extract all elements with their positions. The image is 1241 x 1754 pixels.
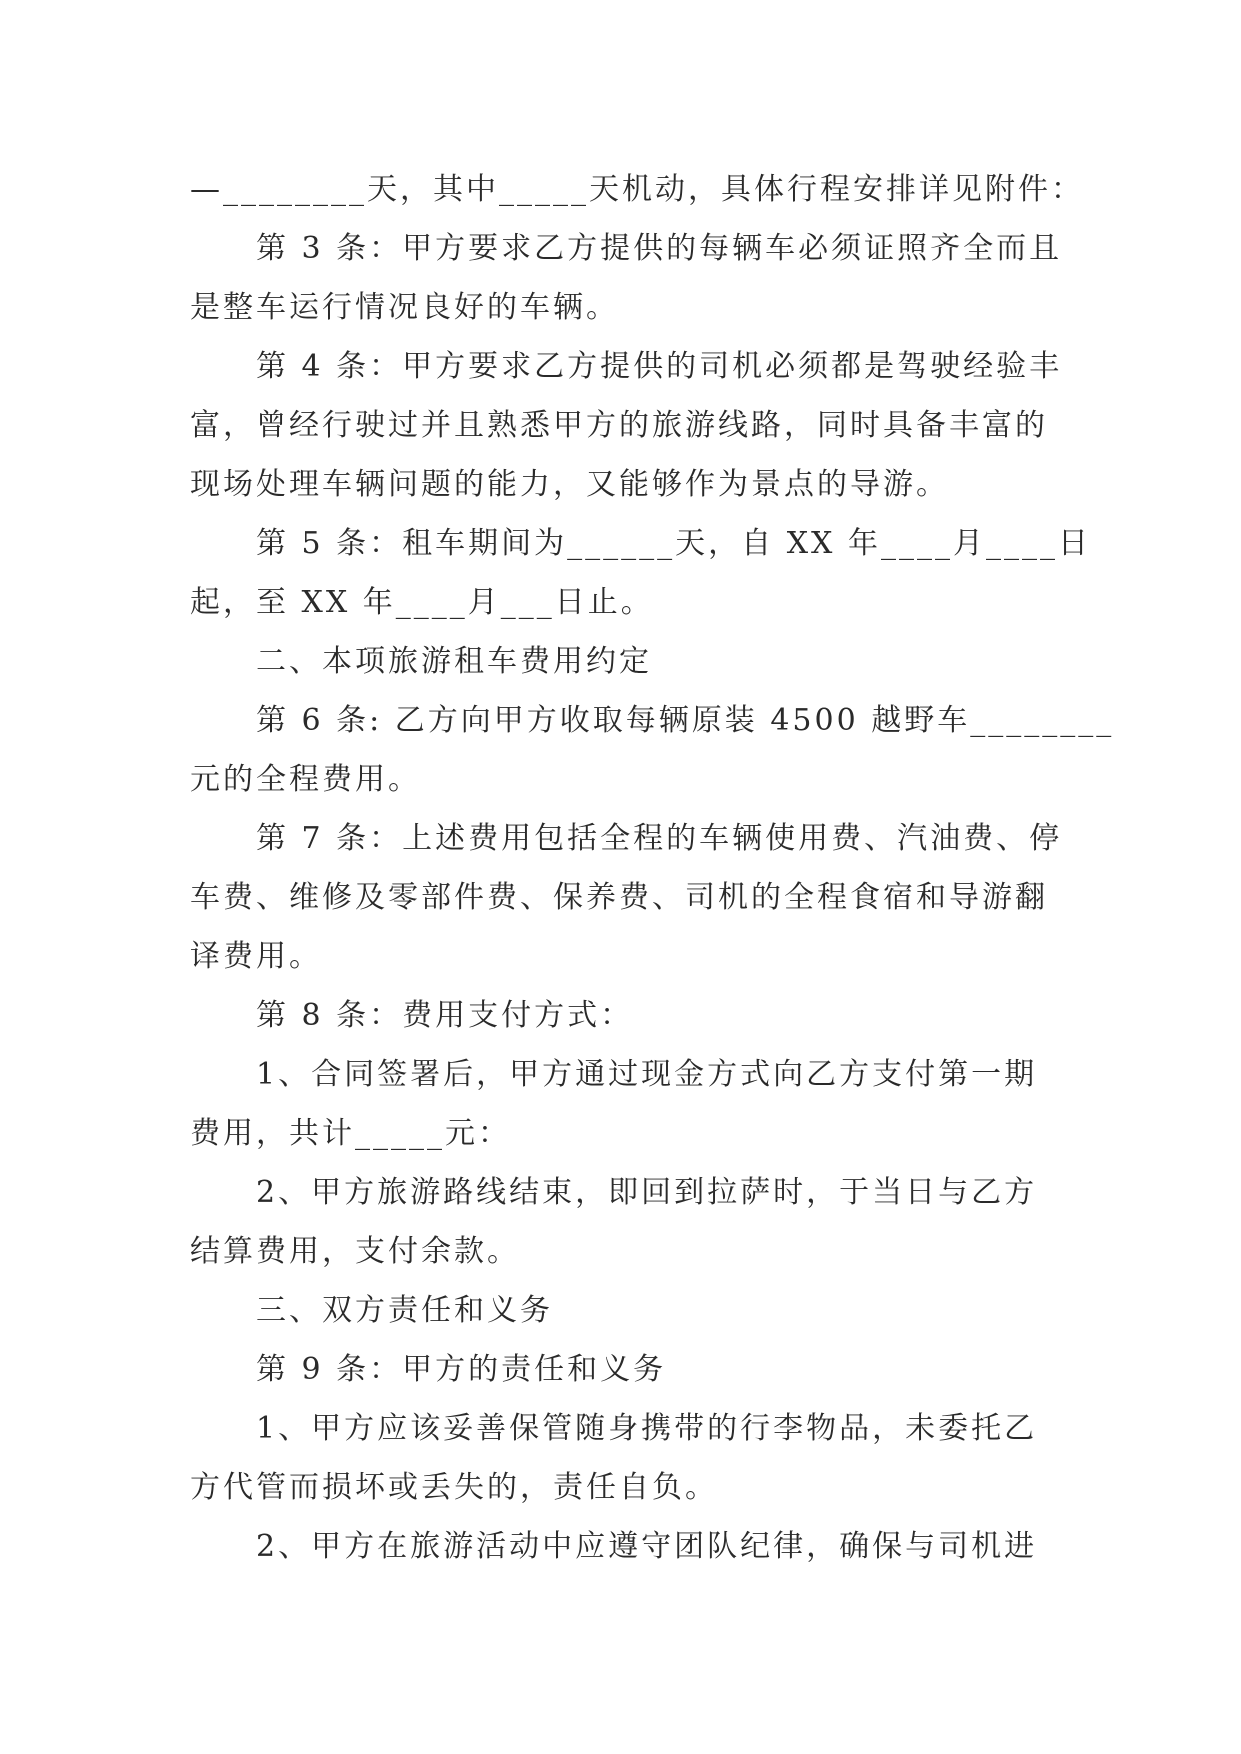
text-line: 第 7 条：上述费用包括全程的车辆使用费、汽油费、停 (256, 821, 1063, 856)
text-line: 第 4 条：甲方要求乙方提供的司机必须都是驾驶经验丰 (256, 349, 1063, 384)
text-line: 起，至 XX 年____月___日止。 (190, 585, 654, 620)
text-line: 结算费用，支付余款。 (190, 1234, 520, 1269)
text-line: 第 6 条: 乙方向甲方收取每辆原装 4500 越野车________ (256, 703, 1115, 738)
section-heading: 三、双方责任和义务 (256, 1293, 553, 1328)
text-line: 译费用。 (190, 939, 322, 974)
text-line: 第 3 条：甲方要求乙方提供的每辆车必须证照齐全而且 (256, 231, 1063, 266)
text-line: 1、甲方应该妥善保管随身携带的行李物品，未委托乙 (256, 1411, 1038, 1446)
text-line: 方代管而损坏或丢失的，责任自负。 (190, 1470, 718, 1505)
text-line: 元的全程费用。 (190, 762, 421, 797)
text-line: 是整车运行情况良好的车辆。 (190, 290, 619, 325)
text-line: 车费、维修及零部件费、保养费、司机的全程食宿和导游翻 (190, 880, 1048, 915)
text-line: 第 9 条：甲方的责任和义务 (256, 1352, 667, 1387)
text-line: 现场处理车辆问题的能力，又能够作为景点的导游。 (190, 467, 949, 502)
text-line: 1、合同签署后，甲方通过现金方式向乙方支付第一期 (256, 1057, 1038, 1092)
text-line: 富，曾经行驶过并且熟悉甲方的旅游线路，同时具备丰富的 (190, 408, 1048, 443)
text-line: 第 8 条：费用支付方式： (256, 998, 634, 1033)
section-heading: 二、本项旅游租车费用约定 (256, 644, 652, 679)
text-line: 2、甲方旅游路线结束，即回到拉萨时，于当日与乙方 (256, 1175, 1038, 1210)
text-line: 2、甲方在旅游活动中应遵守团队纪律，确保与司机进 (256, 1529, 1038, 1564)
text-line: 第 5 条：租车期间为______天，自 XX 年____月____日 (256, 526, 1091, 561)
document-body (190, 160, 1115, 1576)
text-line: —________天，其中_____天机动，具体行程安排详见附件： (190, 172, 1084, 207)
text-line: 费用，共计_____元： (190, 1116, 511, 1151)
